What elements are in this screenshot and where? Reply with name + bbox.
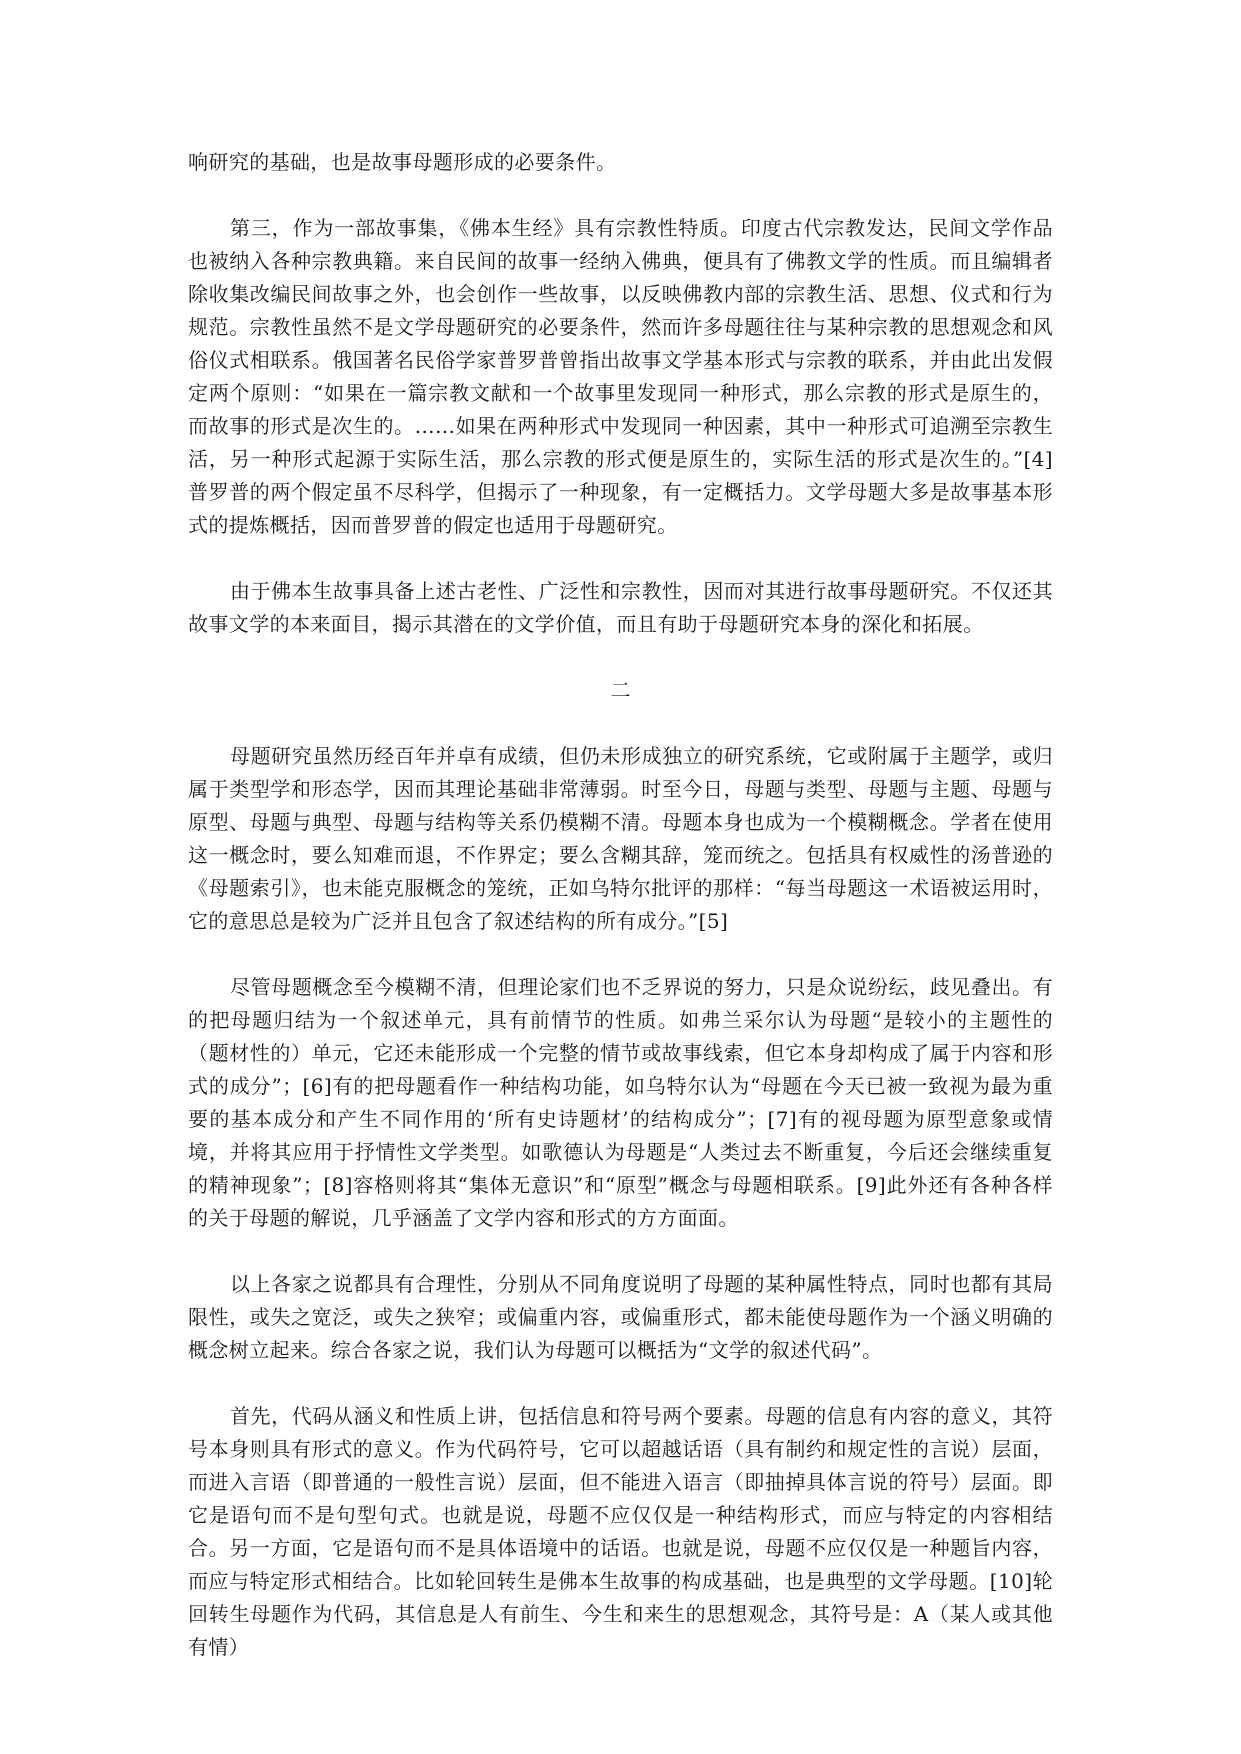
paragraph-continued: 响研究的基础，也是故事母题形成的必要条件。 [188, 150, 617, 174]
paragraph-gap [188, 542, 1053, 575]
paragraph-motif-definitions: 尽管母题概念至今模糊不清，但理论家们也不乏界说的努力，只是众说纷纭，歧见叠出。有的把母题归结为一个叙述单元，具有前情节的性质。如弗兰采尔认为母题“是较小的主题性的（题材性的）单元，它还未能形成一个完整的情节或故事线索，但它本身却构成了属于内容和形式的成分”；[6]有的把母题看作一种结构功能，如乌特尔认为“母题在今天已被一致视为最为重要的基本成分和产生不同作用的‘所有史诗题材’的结构成分”；[7]有的视母题为原型意象或情境，并将其应用于抒情性文学类型。如歌德认为母题是“人类过去不断重复，今后还会继续重复的精神现象”；[8]容格则将其“集体无意识”和“原型”概念与母题相联系。[9]此外还有各种各样的关于母题的解说，几乎涵盖了文学内容和形式的方方面面。 [188, 975, 1053, 1230]
paragraph-gap [188, 1235, 1053, 1268]
paragraph-gap [188, 938, 1053, 971]
paragraph-synthesis: 以上各家之说都具有合理性，分别从不同角度说明了母题的某种属性特点，同时也都有其局限性，或失之宽泛，或失之狭窄；或偏重内容，或偏重形式，都未能使母题作为一个涵义明确的概念树立起来。综合各家之说，我们认为母题可以概括为“文学的叙述代码”。 [188, 1272, 1053, 1362]
section-heading: 二 [610, 678, 631, 702]
paragraph-summary: 由于佛本生故事具备上述古老性、广泛性和宗教性，因而对其进行故事母题研究。不仅还其故事文学的本来面目，揭示其潜在的文学价值，而且有助于母题研究本身的深化和拓展。 [188, 579, 1053, 636]
paragraph-gap [188, 179, 1053, 212]
paragraph-gap [188, 707, 1053, 740]
paragraph-gap [188, 641, 1053, 674]
paragraph-religious-nature: 第三，作为一部故事集，《佛本生经》具有宗教性特质。印度古代宗教发达，民间文学作品也被纳入各种宗教典籍。来自民间的故事一经纳入佛典，便具有了佛教文学的性质。而且编辑者除收集改编民间故事之外，也会创作一些故事，以反映佛教内部的宗教生活、思想、仪式和行为规范。宗教性虽然不是文学母题研究的必要条件，然而许多母题往往与某种宗教的思想观念和风俗仪式相联系。俄国著名民俗学家普罗普曾指出故事文学基本形式与宗教的联系，并由此出发假定两个原则：“如果在一篇宗教文献和一个故事里发现同一种形式，那么宗教的形式是原生的，而故事的形式是次生的。……如果在两种形式中发现同一种因素，其中一种形式可追溯至宗教生活，另一种形式起源于实际生活，那么宗教的形式便是原生的，实际生活的形式是次生的。”[4]普罗普的两个假定虽不尽科学，但揭示了一种现象，有一定概括力。文学母题大多是故事基本形式的提炼概括，因而普罗普的假定也适用于母题研究。 [188, 216, 1053, 537]
paragraph-code-definition: 首先，代码从涵义和性质上讲，包括信息和符号两个要素。母题的信息有内容的意义，其符号本身则具有形式的意义。作为代码符号，它可以超越话语（具有制约和规定性的言说）层面，而进入言语（即普通的一般性言说）层面，但不能进入语言（即抽掉具体言说的符号）层面。即它是语句而不是句型句式。也就是说，母题不应仅仅是一种结构形式，而应与特定的内容相结合。另一方面，它是语句而不是具体语境中的话语。也就是说，母题不应仅仅是一种题旨内容，而应与特定形式相结合。比如轮回转生是佛本生故事的构成基础，也是典型的文学母题。[10]轮回转生母题作为代码，其信息是人有前生、今生和来生的思想观念，其符号是：A（某人或其他有情） [188, 1404, 1053, 1659]
paragraph-motif-research: 母题研究虽然历经百年并卓有成绩，但仍未形成独立的研究系统，它或附属于主题学，或归属于类型学和形态学，因而其理论基础非常薄弱。时至今日，母题与类型、母题与主题、母题与原型、母题与典型、母题与结构等关系仍模糊不清。母题本身也成为一个模糊概念。学者在使用这一概念时，要么知难而退，不作界定；要么含糊其辞，笼而统之。包括具有权威性的汤普逊的《母题索引》，也未能克服概念的笼统，正如乌特尔批评的那样：“每当母题这一术语被运用时，它的意思总是较为广泛并且包含了叙述结构的所有成分。”[5] [188, 744, 1053, 933]
paragraph-gap [188, 1367, 1053, 1400]
